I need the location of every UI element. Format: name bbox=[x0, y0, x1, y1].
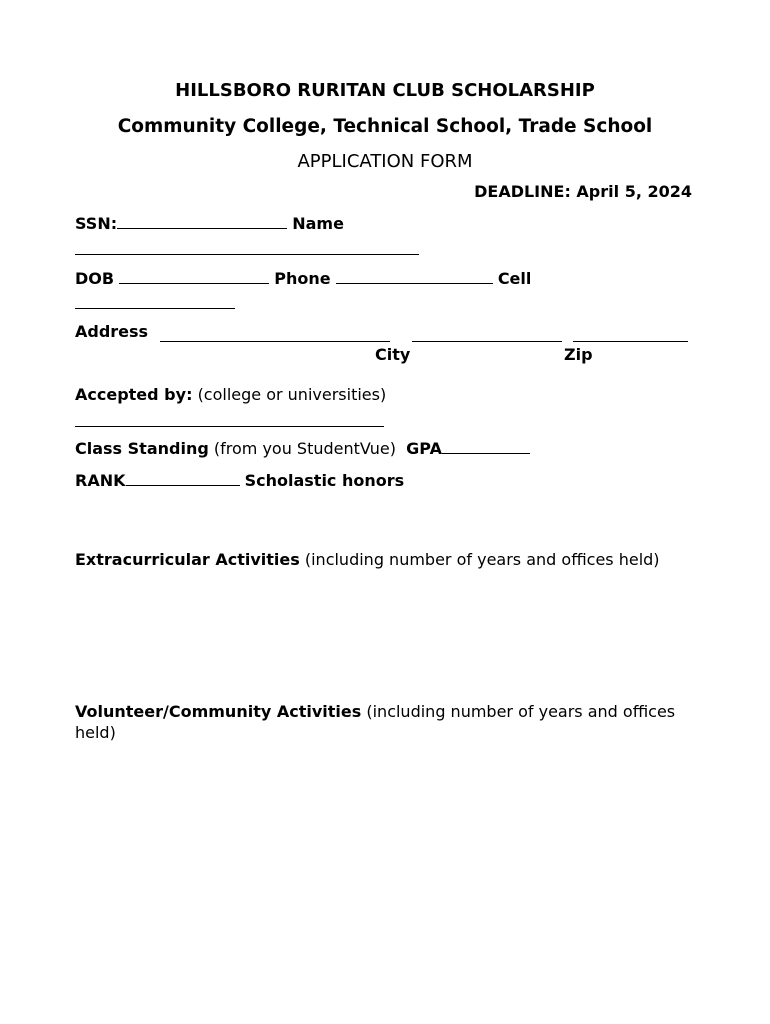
city-label: City bbox=[375, 345, 411, 364]
volunteer-label: Volunteer/Community Activities bbox=[75, 702, 362, 721]
cell-label: Cell bbox=[497, 269, 532, 288]
extracurricular-note: (including number of years and offices held) bbox=[304, 550, 660, 569]
scholastic-honors-label: Scholastic honors bbox=[244, 471, 405, 490]
name-field[interactable] bbox=[75, 253, 419, 255]
accepted-note: (college or universities) bbox=[197, 385, 387, 404]
rank-honors-row bbox=[75, 470, 404, 491]
rank-field[interactable] bbox=[126, 470, 240, 486]
accepted-label: Accepted by: bbox=[75, 385, 193, 404]
phone-field[interactable] bbox=[336, 268, 493, 284]
rank-label: RANK bbox=[75, 471, 126, 490]
deadline-text: DEADLINE: April 5, 2024 bbox=[474, 182, 692, 201]
class-standing-label: Class Standing bbox=[75, 439, 209, 458]
dob-label: DOB bbox=[75, 269, 115, 288]
address-row bbox=[75, 322, 148, 342]
form-subtitle: Community College, Technical School, Trade School bbox=[117, 116, 653, 137]
class-standing-note: (from you StudentVue) bbox=[213, 439, 396, 458]
form-title: HILLSBORO RURITAN CLUB SCHOLARSHIP bbox=[175, 80, 595, 101]
cell-field[interactable] bbox=[75, 307, 235, 309]
extracurricular-label: Extracurricular Activities bbox=[75, 550, 300, 569]
dob-phone-cell-row bbox=[75, 268, 531, 289]
volunteer-section bbox=[75, 701, 685, 743]
volunteer-note: (including number of years and offices held) bbox=[75, 702, 676, 742]
ssn-field[interactable] bbox=[117, 213, 287, 229]
zip-field[interactable] bbox=[573, 340, 688, 342]
extracurricular-section bbox=[75, 549, 685, 570]
ssn-label: SSN: bbox=[75, 214, 118, 233]
gpa-label: GPA bbox=[406, 439, 442, 458]
accepted-field[interactable] bbox=[75, 425, 384, 427]
address-field[interactable] bbox=[160, 340, 390, 342]
form-name: APPLICATION FORM bbox=[297, 151, 473, 172]
name-label: Name bbox=[292, 214, 344, 233]
address-label: Address bbox=[75, 322, 149, 341]
gpa-field[interactable] bbox=[442, 438, 530, 454]
phone-label: Phone bbox=[274, 269, 331, 288]
dob-field[interactable] bbox=[119, 268, 269, 284]
accepted-row bbox=[75, 385, 386, 405]
class-gpa-row bbox=[75, 438, 530, 459]
zip-label: Zip bbox=[564, 345, 593, 364]
ssn-name-row bbox=[75, 213, 344, 234]
city-field[interactable] bbox=[412, 340, 562, 342]
